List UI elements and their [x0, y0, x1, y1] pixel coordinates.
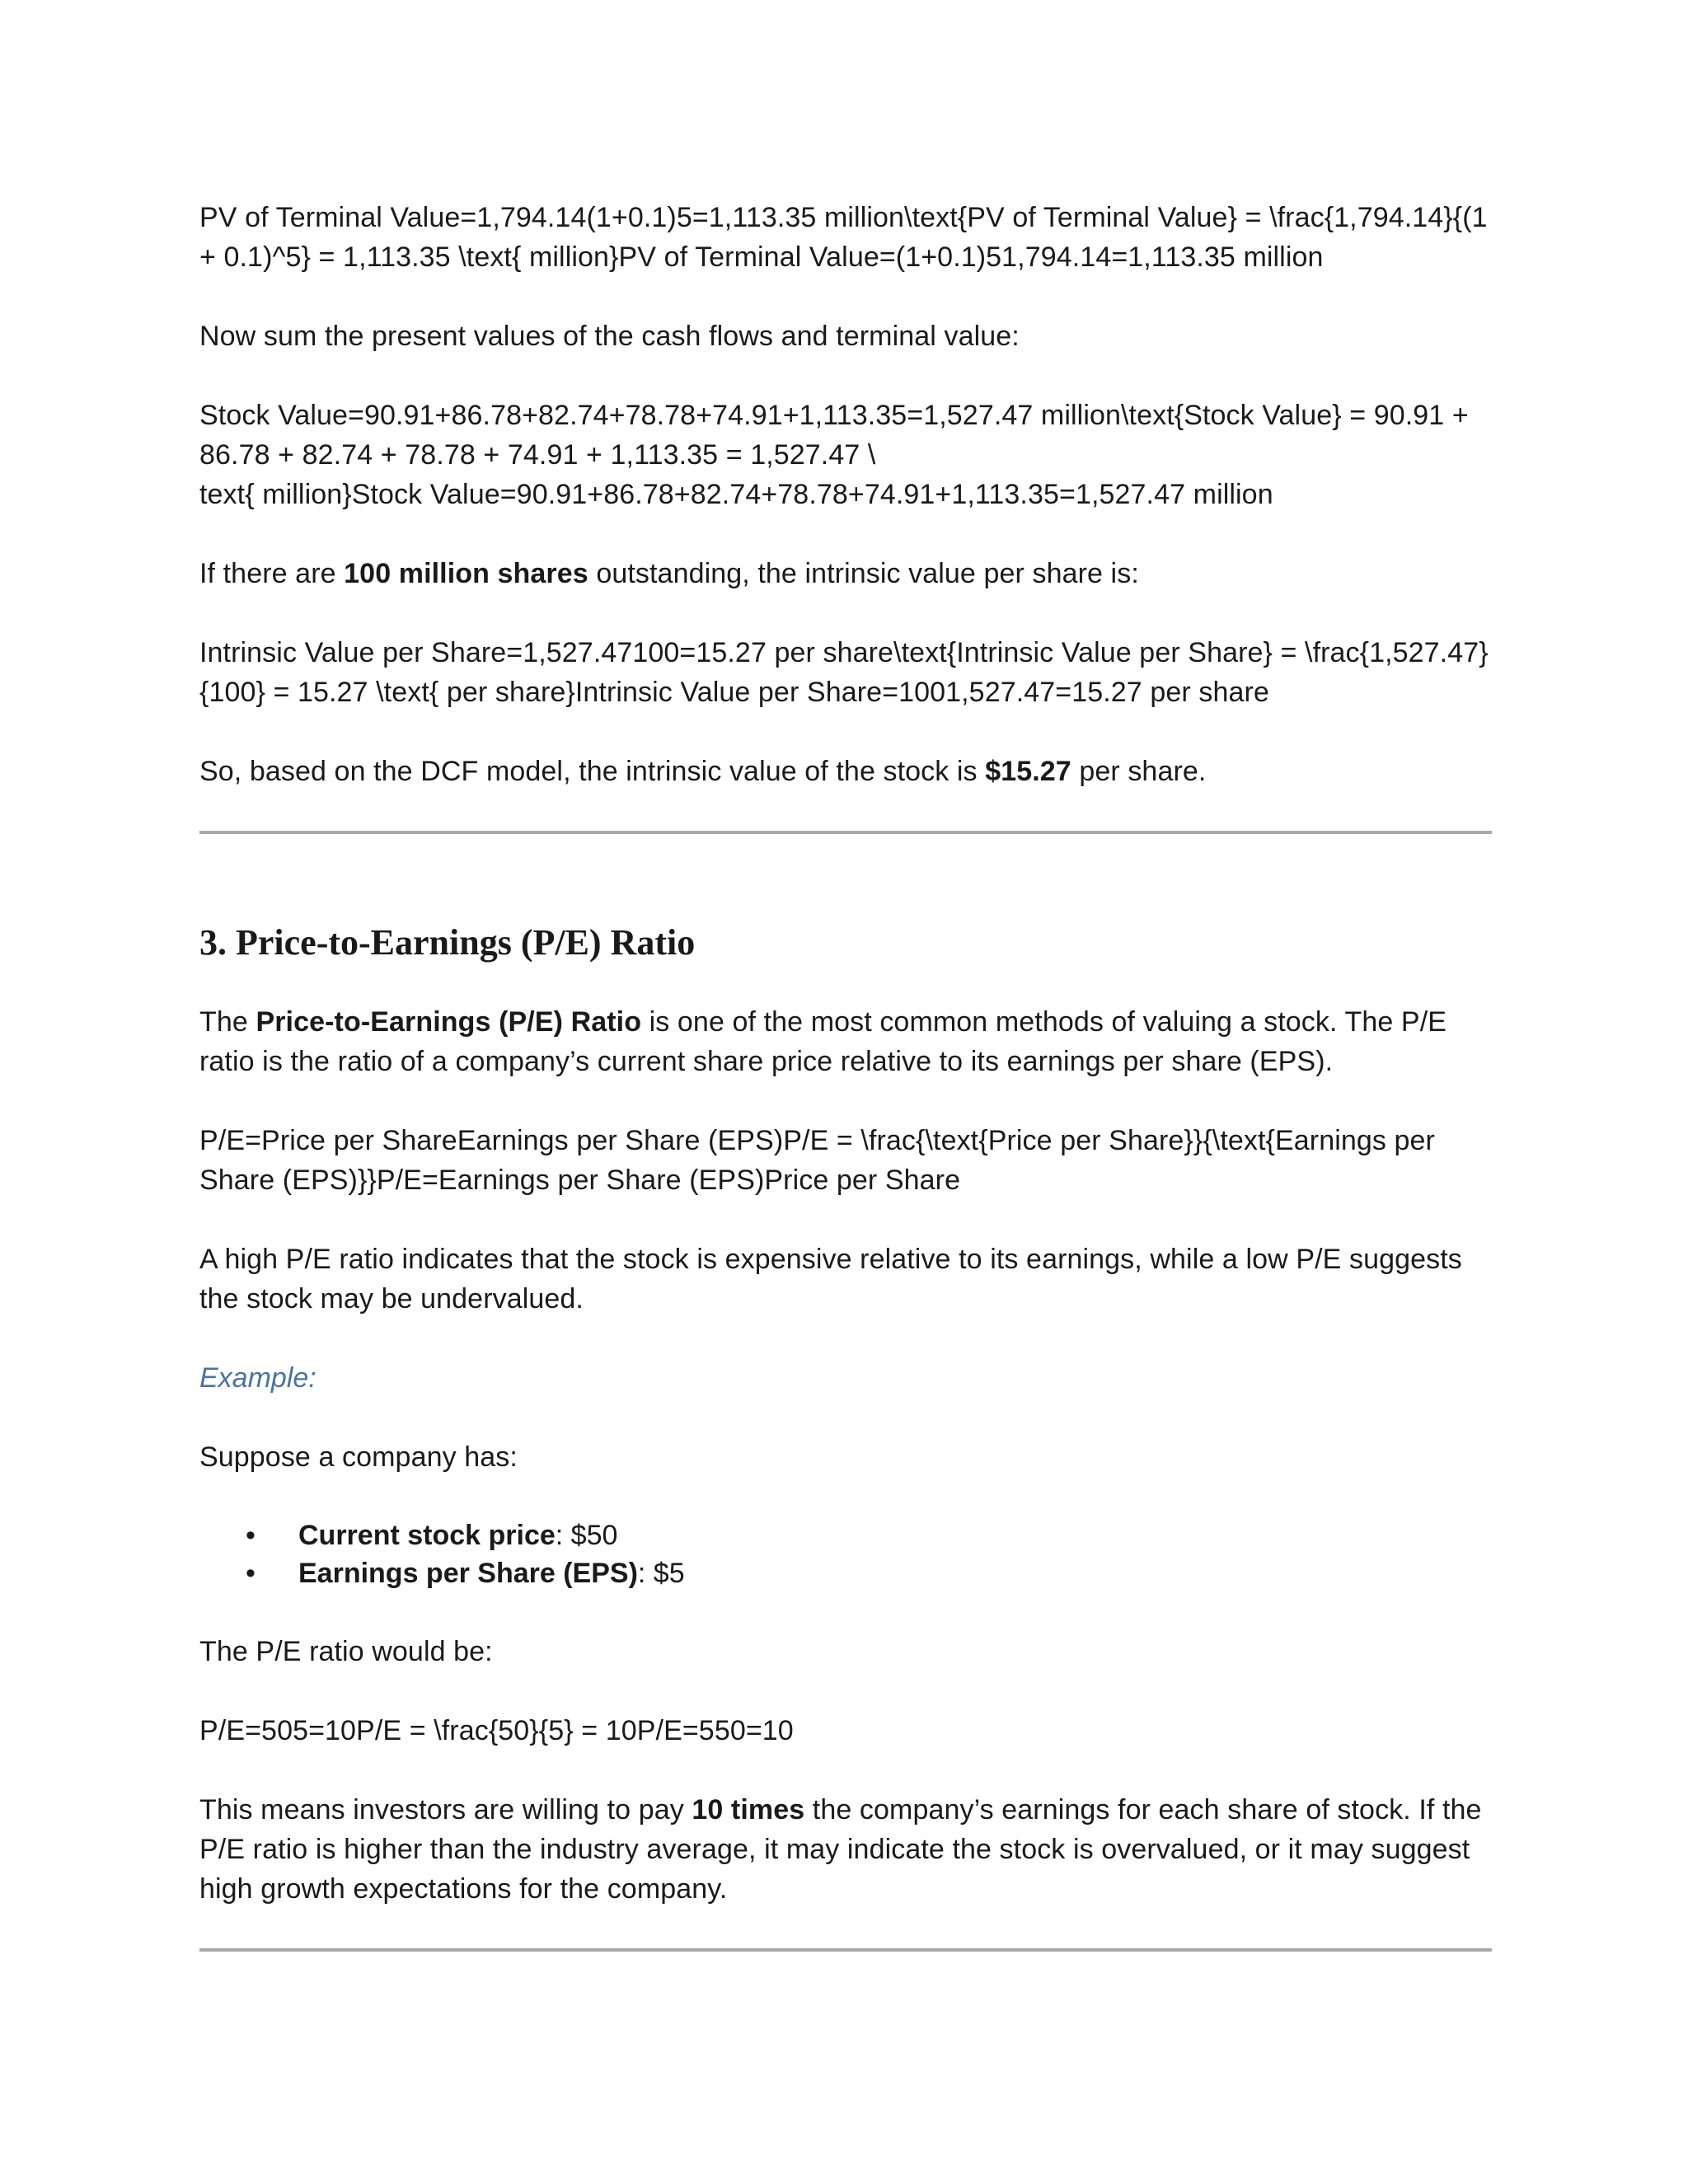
pe-interpretation-text: A high P/E ratio indicates that the stock is expensive relative to its earnings, while a low P/E suggests the stock may be undervalued.	[199, 1244, 1462, 1315]
company-data-list	[199, 1516, 1502, 1592]
shares-count-bold: 100 million shares	[344, 558, 588, 589]
document-page	[199, 198, 1502, 1952]
list-item	[199, 1554, 1502, 1592]
section-heading: 3. Price-to-Earnings (P/E) Ratio	[199, 922, 696, 963]
meaning-pre: This means investors are willing to pay	[199, 1794, 692, 1825]
shares-outstanding-text	[199, 554, 1502, 593]
pe-intro-post: is one of the most common methods of valuing a stock. The P/E ratio is the ratio of a company’s current share price relative to its earnings per share (EPS).	[199, 1006, 1447, 1077]
pe-intro-pre: The	[199, 1006, 256, 1038]
horizontal-rule	[199, 1948, 1492, 1952]
shares-text-pre: If there are	[199, 558, 345, 589]
pv-terminal-value-formula: PV of Terminal Value=1,794.14(1+0.1)5=1,113.35 million\text{PV of Terminal Value} = \frac{1,794.14}{(1 + 0.1)^5} = 1,113.35 \text{ million}PV of Terminal Value=(1+0.1)51,794.14=1,113.35 million	[199, 202, 1488, 273]
ratio-meaning-text	[199, 1790, 1502, 1909]
list-item-label: Earnings per Share (EPS)	[298, 1558, 638, 1589]
list-item-value: : $50	[555, 1520, 618, 1551]
conclusion-text-post: per share.	[1071, 756, 1207, 787]
list-item-value: : $5	[637, 1558, 685, 1589]
shares-text-post: outstanding, the intrinsic value per share is:	[588, 558, 1139, 589]
intrinsic-value-formula: Intrinsic Value per Share=1,527.47100=15.27 per share\text{Intrinsic Value per Share} = \frac{1,527.47}{100} = 15.27 \text{ per share}Intrinsic Value per Share=1001,527.47=15.27 per share	[199, 637, 1489, 708]
list-item	[199, 1516, 1502, 1554]
suppose-text: Suppose a company has:	[199, 1441, 518, 1473]
list-item-label: Current stock price	[298, 1520, 556, 1551]
intrinsic-value-bold: $15.27	[985, 756, 1071, 787]
conclusion-text-pre: So, based on the DCF model, the intrinsic value of the stock is	[199, 756, 986, 787]
pe-ratio-intro	[199, 1002, 1502, 1081]
ratio-calculation: P/E=505=10P/E = \frac{50}{5} = 10P/E=550=10	[199, 1715, 794, 1746]
meaning-post: the company’s earnings for each share of stock. If the P/E ratio is higher than the industry average, it may indicate the stock is overvalued, or it may suggest high growth expectations for the company.	[199, 1794, 1482, 1905]
horizontal-rule	[199, 831, 1492, 834]
pe-ratio-formula: P/E=Price per ShareEarnings per Share (EPS)P/E = \frac{\text{Price per Share}}{\text{Earnings per Share (EPS)}}P/E=Earnings per Share (EPS)Price per Share	[199, 1125, 1435, 1196]
sum-intro-text: Now sum the present values of the cash flows and terminal value:	[199, 321, 1020, 352]
stock-value-line-1: Stock Value=90.91+86.78+82.74+78.78+74.91+1,113.35=1,527.47 million\text{Stock Value} = 90.91 + 86.78 + 82.74 + 78.78 + 74.91 + 1,113.35 = 1,527.47 \	[199, 400, 1469, 471]
pe-intro-bold: Price-to-Earnings (P/E) Ratio	[256, 1006, 642, 1038]
bullet-icon: •	[246, 1558, 256, 1589]
ratio-intro-text: The P/E ratio would be:	[199, 1636, 493, 1667]
example-label: Example:	[199, 1362, 316, 1394]
stock-value-formula	[199, 396, 1502, 514]
stock-value-line-2: text{ million}Stock Value=90.91+86.78+82.74+78.78+74.91+1,113.35=1,527.47 million	[199, 479, 1273, 510]
meaning-bold: 10 times	[692, 1794, 805, 1825]
bullet-icon: •	[246, 1520, 256, 1551]
dcf-conclusion-text	[199, 752, 1502, 791]
